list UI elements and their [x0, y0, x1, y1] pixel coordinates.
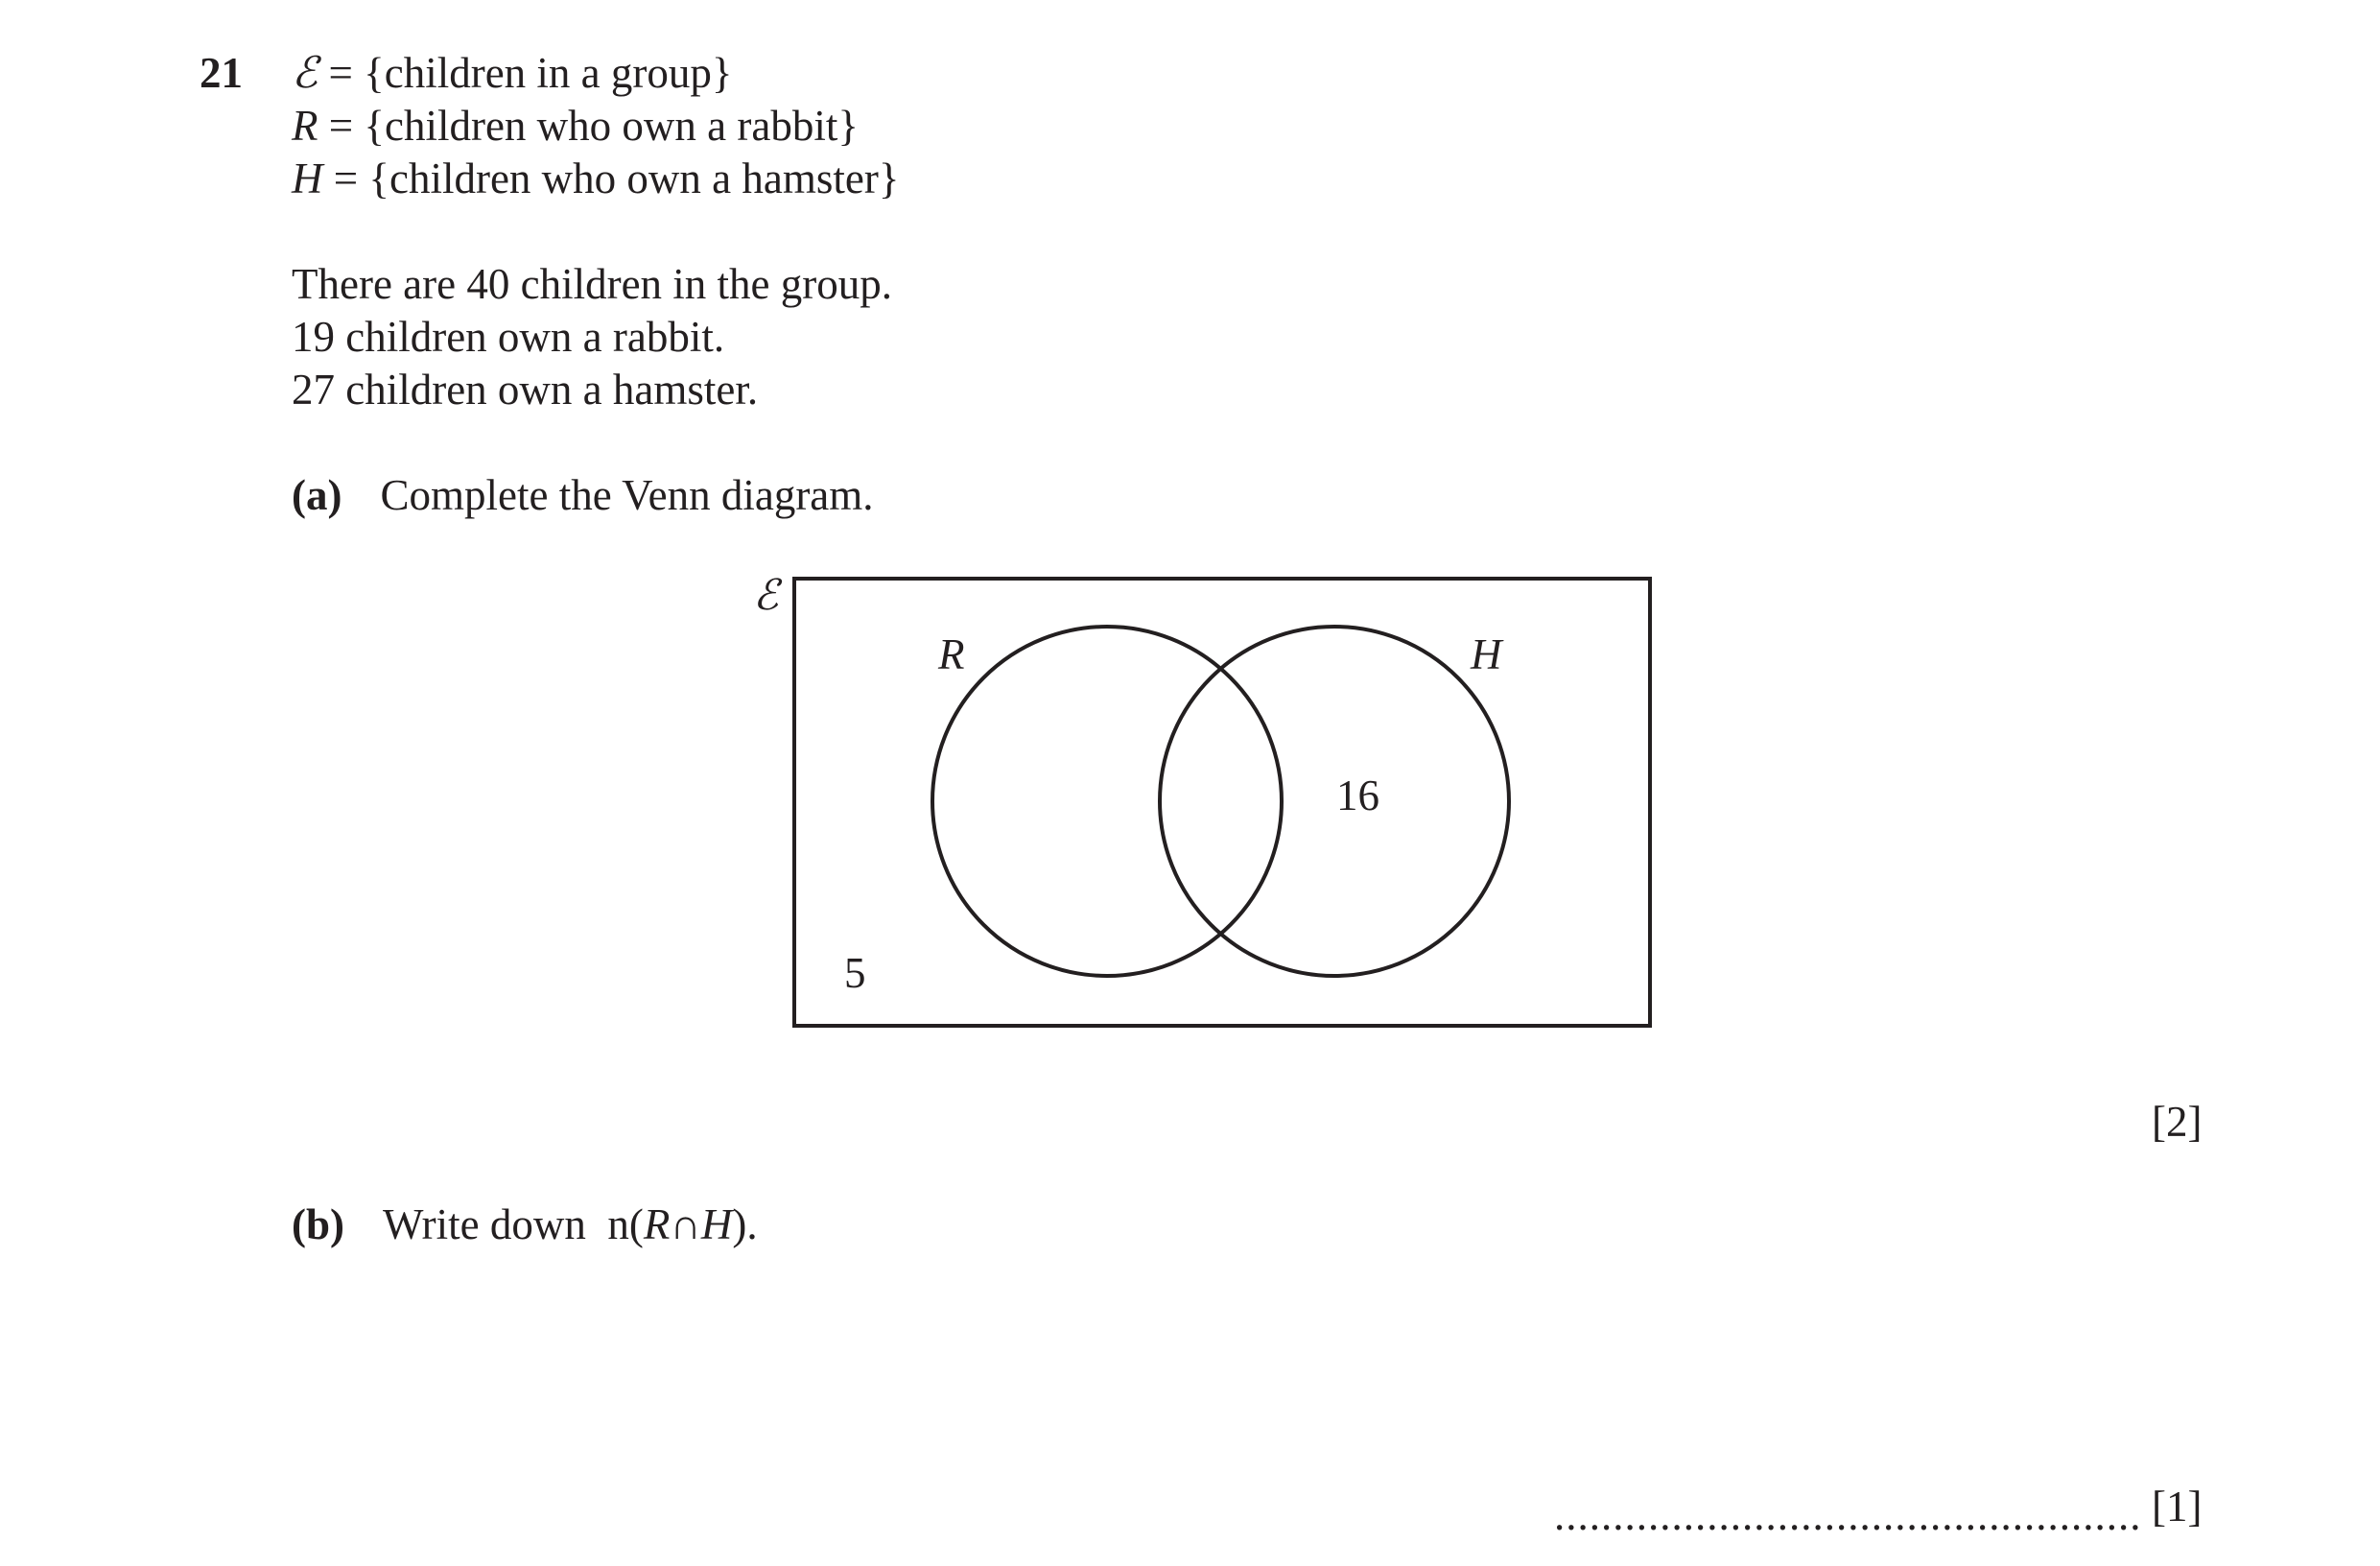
circle-r [932, 627, 1282, 976]
set-h-symbol: H [292, 154, 323, 202]
part-b-label: (b) [292, 1200, 344, 1248]
definition-hamster-text: = {children who own a hamster} [322, 154, 900, 202]
fact-hamster: 27 children own a hamster. [292, 366, 759, 414]
venn-region-outside: 5 [844, 949, 866, 997]
fact-rabbit: 19 children own a rabbit. [292, 313, 725, 361]
part-b-prompt [292, 1194, 758, 1255]
venn-universal-symbol: ℰ [753, 572, 779, 619]
answer-line[interactable]: .................................................. [1554, 1491, 2142, 1539]
universal-set-symbol: ℰ [292, 49, 318, 97]
definition-universal-text: = {children in a group} [318, 49, 733, 97]
venn-label-h: H [1471, 630, 1502, 678]
venn-label-r: R [938, 630, 965, 678]
circle-h [1160, 627, 1509, 976]
question-number: 21 [200, 49, 243, 97]
set-r-symbol: R [292, 102, 318, 150]
venn-region-only-h: 16 [1336, 771, 1379, 819]
part-b-instruction-prefix: Write down n( [383, 1200, 644, 1248]
part-b-instruction-suffix: ). [732, 1200, 758, 1248]
part-a-instruction: Complete the Venn diagram. [380, 471, 874, 519]
fact-total: There are 40 children in the group. [292, 260, 893, 308]
definition-rabbit-text: = {children who own a rabbit} [318, 102, 859, 150]
part-b-instruction-math: R∩H [643, 1200, 733, 1248]
part-a-marks: [2] [2152, 1098, 2203, 1146]
part-b-marks: [1] [2152, 1483, 2203, 1530]
universal-set-rectangle [794, 579, 1650, 1026]
part-a-label: (a) [292, 471, 342, 519]
